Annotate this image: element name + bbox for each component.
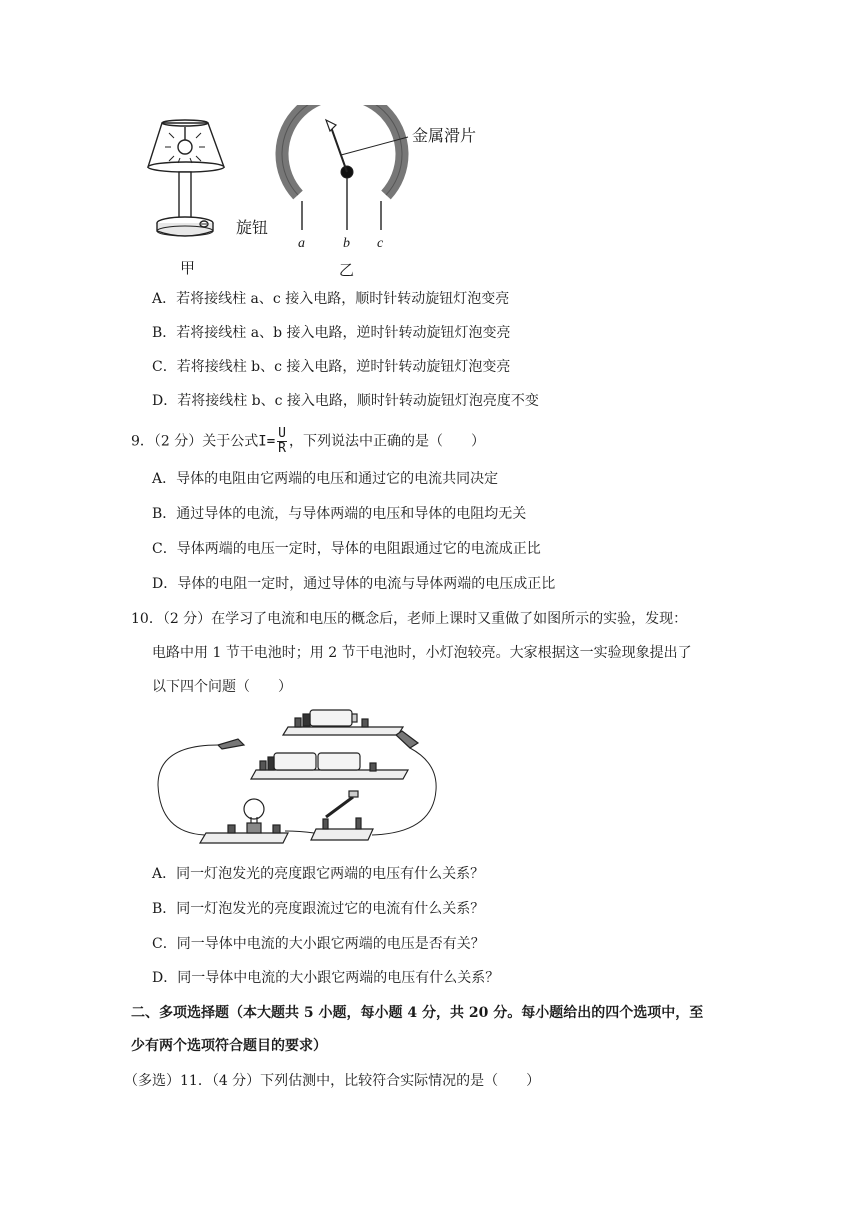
q11-stem: （多选）11．（4 分）下列估测中，比较符合实际情况的是（ ） [124, 1073, 541, 1089]
q10-line-1: 10．（2 分）在学习了电流和电压的概念后，老师上课时又重做了如图所示的实验，发现： [131, 611, 688, 627]
q9-option-a: A．导体的电阻由它两端的电压和通过它的电流共同决定 [152, 471, 499, 487]
knob-label: 旋钮 [236, 220, 269, 237]
section2-heading-line-2: 少有两个选项符合题目的要求） [131, 1038, 327, 1054]
formula-lhs: I= [258, 433, 276, 450]
q8-option-a: A．若将接线柱 a、c 接入电路，顺时针转动旋钮灯泡变亮 [152, 291, 510, 307]
q10-option-d: D．同一导体中电流的大小跟它两端的电压有什么关系？ [152, 970, 500, 986]
formula-fraction [277, 427, 287, 456]
figure-yi-label: 乙 [339, 263, 355, 279]
q9-option-c: C．导体两端的电压一定时，导体的电阻跟通过它的电流成正比 [152, 541, 541, 557]
figure-circuit [148, 705, 448, 855]
q9-prefix: 9．（2 分）关于公式 [131, 433, 259, 450]
terminal-a-label: a [298, 236, 305, 251]
q10-line-3: 以下四个问题（ ） [152, 679, 292, 695]
lamp-drawing [148, 120, 224, 236]
q9-option-d: D．导体的电阻一定时，通过导体的电流与导体两端的电压成正比 [152, 576, 556, 592]
slider-label: 金属滑片 [412, 128, 477, 145]
q9-suffix: ，下列说法中正确的是（ ） [288, 433, 485, 450]
q8-option-c: C．若将接线柱 b、c 接入电路，逆时针转动旋钮灯泡变亮 [152, 359, 511, 375]
q10-line-2: 电路中用 1 节干电池时；用 2 节干电池时，小灯泡较亮。大家根据这一实验现象提出了 [152, 645, 692, 661]
q10-option-a: A．同一灯泡发光的亮度跟它两端的电压有什么关系？ [152, 866, 485, 882]
terminal-b-label: b [343, 236, 350, 251]
formula-denominator: R [278, 441, 286, 456]
potentiometer-drawing [282, 105, 408, 230]
lamp-potentiometer-diagram [140, 105, 500, 285]
q8-option-d: D．若将接线柱 b、c 接入电路，顺时针转动旋钮灯泡亮度不变 [152, 393, 539, 409]
terminal-c-label: c [377, 236, 384, 251]
circuit-diagram [148, 705, 448, 855]
q9-option-b: B．通过导体的电流，与导体两端的电压和导体的电阻均无关 [152, 506, 527, 522]
q10-option-b: B．同一灯泡发光的亮度跟流过它的电流有什么关系？ [152, 901, 485, 917]
q9-stem [131, 427, 485, 456]
q10-option-c: C．同一导体中电流的大小跟它两端的电压是否有关？ [152, 936, 485, 952]
section2-heading-line-1: 二、多项选择题（本大题共 5 小题，每小题 4 分，共 20 分。每小题给出的四个选项中，至 [131, 1005, 704, 1021]
q8-option-b: B．若将接线柱 a、b 接入电路，逆时针转动旋钮灯泡变亮 [152, 325, 511, 341]
formula-numerator: U [278, 426, 286, 441]
figure-jia-label: 甲 [180, 261, 196, 277]
figure-lamp-potentiometer [140, 105, 500, 285]
